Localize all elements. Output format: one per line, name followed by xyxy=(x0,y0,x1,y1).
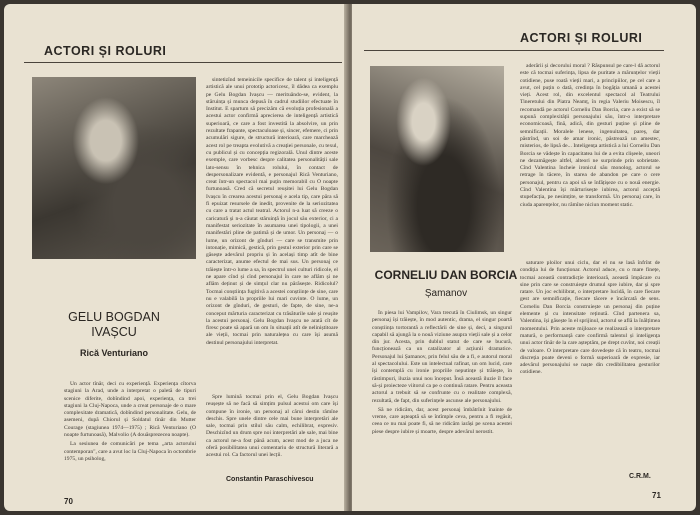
actor-name: CORNELIU DAN BORCIA xyxy=(374,268,518,282)
left-page xyxy=(4,4,348,511)
article-column-bottom-right xyxy=(520,260,660,468)
article-paragraph: sintetizînd temeinicile specifice de talent și inteligență artistică ale unui prototip actoricesc, îl dădea ca exemplu pe Gelu Bogdan Ivașcu — merituândo-se, evident, la stăruința și munca depusă în cadrul studiilor efectuate în Institut. E spartum să precizăm că evoluția profesională a acestui actor confirmă aprecierea de inteligență artistică superioară, ce care a fost investită la absolvire, un prin rezultate frapante, spectaculoase și, sincer, efemere, ci prin acumulări sigure, de structură interioară, care marchează acest rol pe treapta evolutivă a creației personale, cu texul, cu publicul și cu concepția regizorală. Unul dintre aceste exemple, care vorbesc despre calitatea personalității sale lato-sensu în tehnica rolului, în contact de despersonalizare evidentă, e personajul Rică Venturiano, creat într-un spectacol mai puțin memorabil cu O noapte furtunoasă. Cred că secretul reușitei lui Gelu Bogdan Ivașcu în crearea acestui personaj e acela tip, care păra să fi epuizat resursele de inedit, provenite de la seriozitatea cu care a tratat actul teatral. Actorul n-a luat să creeze o caricatură și n-a căutat stăruință în jocul său exterior, ci a manifestat seriozitate în asumarea unei tipologii, a unei manifestări pline de patimă și de umor. Un personaj — o lume, un orizont de gînduri — care se transmite prin intonație, mimică, gestică, prin gestul exterior prin care se găsește adevărul propriu și în același timp atît de bine caracterizat, anume efectul de mai sus. Un personaj ce trăiește într-o lume a sa, în spectrul unei culturi ridicole, el ne apare cînd și cînd personajul în care ne aflăm și ne aflăm deținut și de simțul clar nu părăsește. Ridicolul? Tocmai conștiința fugitivă a acestei conștiințe de sine, care nu e valabilă la propriile lui mari cuvinte. O lume, un orizont de gînduri, de gesturi, de fapte, de sine, ne-a conceput mărturia caracterizat cu trăsăturile sale și reușite la acestui personaj. Gelu Bogdan Ivașcu ne arată cît de firesc poate să apară un om în situații atît de neliniștitoare ale vieții, tocmai prin naturalețea cu care își asumă destinul personajului interpretat. xyxy=(206,77,338,346)
article-signature: C.R.M. xyxy=(629,473,651,480)
magazine-spread xyxy=(4,4,696,511)
actor-name-line1: GELU BOGDAN xyxy=(68,310,160,324)
article-column-bottom-left xyxy=(372,310,512,500)
left-header-rule xyxy=(24,62,342,63)
page-number: 70 xyxy=(64,497,73,506)
right-page-header: ACTORI ȘI ROLURI xyxy=(520,31,643,45)
article-column-right xyxy=(206,77,338,391)
article-paragraph: În piesa lui Vampilov, Vara trecută în Ciulimsk, un singur personaj își trăiește, în mod autentic, drama, el singur poartă conștiința tortorantă a reflectării de sine și, deci, a singurul capabil să ajungă la o nouă viziune asupra vieții sale și a celor din jur. Acesta, prin dublul statut de care se bucură, funcționează ca un catalizator al acțiunii dramatice. Personajul lui Șamanov, prin felul său de a fi, e autorul moral al spectacolului. Este un intelectual rafinat, un om lucid, care își contemplă cu ironie propriile neputințe și trăiește, în răstimpuri, iluzia unui nou început. Însă această iluzie îl face să-și proiecteze viitorul ca pe o continuă ratare. Pentru aceasta actorul a trebuit să se confrunte cu o realitate complexă, rezultată, de fapt, din suferințele ascunse ale personajului. xyxy=(372,310,512,404)
article-paragraph: saturare ploilor unui ciclu, dar el nu se lasă înfrînt de condiția lui de funcționar. Actorul aduce, cu o mare finețe, tocmai această contradicție interioară, această împăcare cu sine prin care se construiește drumul spre iubire, dar și spre ratare. Un joc echilibrat, o interpretare lucidă, în care fiecare gest are semnificație, fiecare tăcere e încărcată de sens. Corneliu Dan Borcia construiește un personaj din puține elemente și cu intensitate reținută. Cînd partenera sa, Valentina, își găsește în el sprijinul, actorul se află la înălțimea momentului. Prin aceste mijloace se realizează o interpretare matură, o performanță care confirmă talentul și inteligența unui actor tînăr de la care așteptăm, pe drept cuvînt, noi creații de valoare. O interpretare care dovedește că în teatru, tocmai discreția poate deveni o formă superioară de expresie, iar adevărul personajului se naște din credibilitatea gesturilor cotidiene. xyxy=(520,260,660,376)
actor-role: Șamanov xyxy=(424,288,468,299)
article-column-bottom-right xyxy=(206,394,338,461)
page-number: 71 xyxy=(652,491,661,500)
portrait-photo-corneliu-dan-borcia xyxy=(370,66,504,252)
article-paragraph: La sesiunea de comunicări pe tema „arta actorului contemporan", care a avut loc la Cluj-Napoca în octombrie 1975, un psiholog, xyxy=(64,441,196,462)
article-paragraph: Un actor tînăr, deci cu experiență. Experiența cîtorva stagiuni la Arad, unde a interpretat o paletă de tipuri scenice diferite, dobîndind apoi, experiența, ca trei stagiuni la Cluj-Napoca, unde a creat personaje de o mare complexitate dramatică, dobîndind personalitate. Gelu, de asemeni, după Chiorul și Soldatul tînăr din Mutter Courage (stagiunea 1974—1975) ; Rică Venturiano (O noapte furtunoasă), Malvolio (A douăsprezecea noapte). xyxy=(64,381,196,439)
right-page xyxy=(352,4,696,511)
actor-name xyxy=(32,310,196,340)
article-paragraph: Să ne ridicăm, dar, acest personaj îmbătrînit înainte de vreme, care așteaptă să se întîmple ceva, pentru a fi regăsit, ceea ce nu mai poate fi, să ne ridicăm iarăși pe scena acestei piese despre iubire și moarte, despre adevărul nerostit. xyxy=(372,406,512,435)
article-paragraph: aderării și decorului moral ? Răspunsul pe care-l dă actorul este că tocmai suferința, lipsa de puritate a mărunțelor vieții cotidiene, puse roată vieții mari, a principiilor, pe cel care a avut, cel puțin o dată, credința în bogăția umană a acestei vieți. Acest rol, din excelentul spectacol al Teatrului Tineretului din Piatra Neamț, în regia Valeriu Moisescu, îl recomandă pe actorul Corneliu Dan Borcia, care a exist să se supună complexității personajului său, într-o interpretare economicoasă, fină, adică, din gesturi puține și pline de semnificații. Moralele lenese, ingenuitatea, pareș, dar păstrînd, un soi de amar ironic, păstrează un amestec, misterios, de lipsă de... Inteligența artistică a lui Corneliu Dan Borcia se vădește în capacitatea lui de a evita clișeele, uneori ne dezamăgește altfel, alteori ne surprinde prin sobrietate. Cînd Valentina încheie ironicul său monolog, actorul se retrage în tăcere, în starea de abandon pe care o cere personajul, pentru ca apoi să se înfățișeze cu o nouă energie. Cînd Valentina își mărturisește iubirea, actorul acceptă stupefacția, pe nesimțite, se transformă. Un personaj care, în ciuda aparențelor, nu rămîne niciun moment static. xyxy=(520,63,660,208)
right-header-rule xyxy=(364,50,664,51)
article-column-bottom-left xyxy=(64,381,196,495)
actor-role: Rică Venturiano xyxy=(79,348,149,358)
article-signature: Constantin Paraschivescu xyxy=(226,476,314,483)
actor-name-line2: IVAȘCU xyxy=(91,325,137,339)
left-page-header: ACTORI ȘI ROLURI xyxy=(44,44,167,58)
article-paragraph: Spre lumină tocmai prin el, Gelu Bogdan Ivașcu reușește să ne facă să simțim pulsul acestui om care își compune în ironie, un personaj al cărui destin rămîne deschis. Spre unele dintre cele mai bune interpretări ale sale, tocmai prin stilul său calm, echilibrat, expresiv. Deschizînd un drum spre noi interpretări ale sale, mai bine ca actorul ne-a fost până acum, acest mod de a juca ne oferă posibilitatea unui comentariu de structură literară a acestui rol. Ca factorul unei lecții. xyxy=(206,394,338,459)
portrait-photo-gelu-bogdan-ivascu xyxy=(32,77,196,259)
article-column-top-right xyxy=(520,63,660,257)
